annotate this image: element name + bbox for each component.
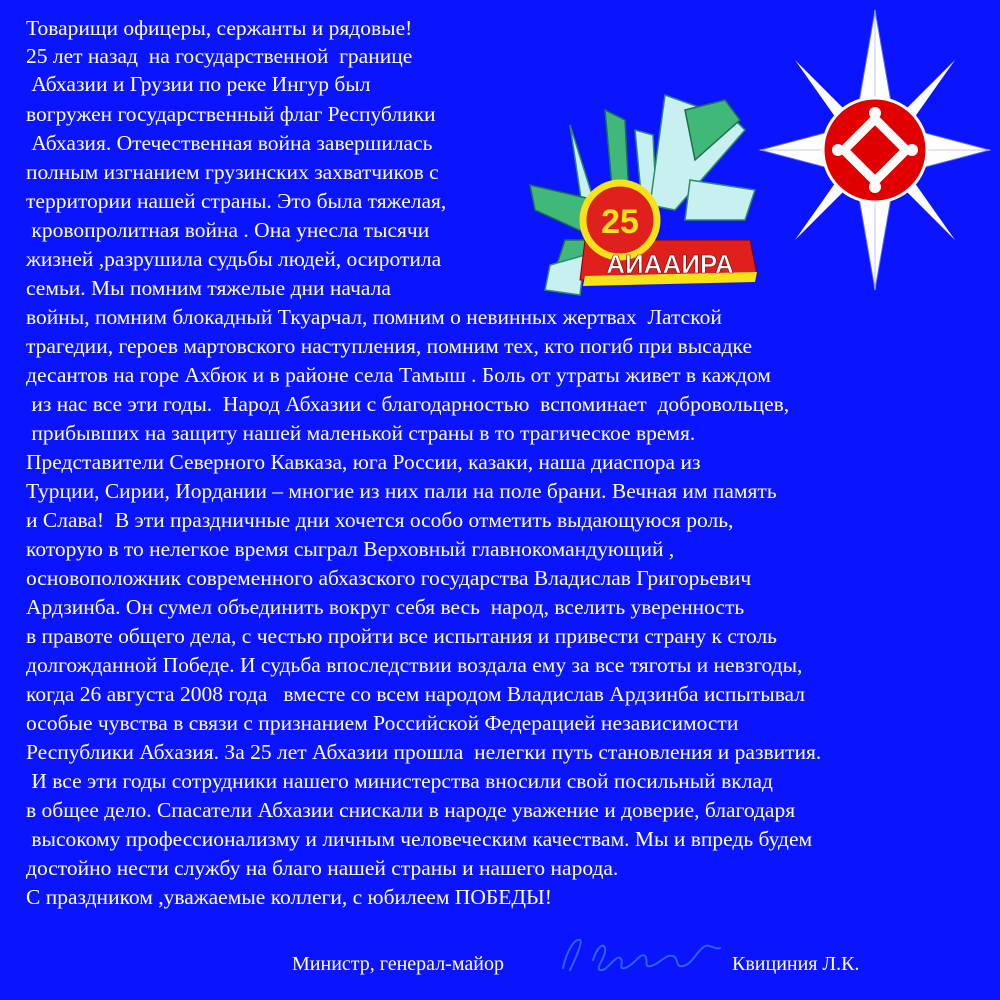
letter-line: Турции, Сирии, Иордании – многие из них пали на поле брани. Вечная им память xyxy=(26,479,777,503)
signatory-name: Квициния Л.К. xyxy=(732,953,860,975)
letter-line: С праздником ,уважаемые коллеги, с юбилеем ПОБЕДЫ! xyxy=(26,885,552,909)
letter-line: высокому профессионализму и личным человеческим качествам. Мы и впредь будем xyxy=(26,827,813,851)
emblem-number: 25 xyxy=(601,203,639,241)
handwritten-signature xyxy=(545,930,735,980)
letter-line: Представители Северного Кавказа, юга России, казаки, наша диаспора из xyxy=(26,450,701,474)
anniversary-emblem xyxy=(525,90,760,300)
letter-line: когда 26 августа 2008 года вместе со всем народом Владислав Ардзинба испытывал xyxy=(26,682,806,706)
letter-line: войны, помним блокадный Ткуарчал, помним о невинных жертвах Латской xyxy=(26,305,722,329)
letter-line: Ардзинба. Он сумел объединить вокруг себя весь народ, вселить уверенность xyxy=(26,595,745,619)
letter-line: в общее дело. Спасатели Абхазии снискали в народе уважение и доверие, благодаря xyxy=(26,798,796,822)
letter-line: И все эти годы сотрудники нашего министерства вносили свой посильный вклад xyxy=(26,769,773,793)
letter-line: полным изгнанием грузинских захватчиков с xyxy=(26,160,439,184)
letter-line: и Слава! В эти праздничные дни хочется особо отметить выдающуюся роль, xyxy=(26,508,734,532)
letter-line: прибывших на защиту нашей маленькой страны в то трагическое время. xyxy=(26,421,696,445)
letter-line: трагедии, героев мартовского наступления, помним тех, кто погиб при высадке xyxy=(26,334,753,358)
letter-line: семьи. Мы помним тяжелые дни начала xyxy=(26,276,391,300)
signatory-title: Министр, генерал-майор xyxy=(292,953,504,975)
ministry-star-emblem xyxy=(755,5,995,295)
letter-line: жизней ,разрушила судьбы людей, осиротила xyxy=(26,247,442,271)
letter-line: вогружен государственный флаг Республики xyxy=(26,102,436,126)
letter-line: 25 лет назад на государственной границе xyxy=(26,44,413,68)
letter-line: Абхазия. Отечественная война завершилась xyxy=(26,131,433,155)
emblem-word: АИААИРА xyxy=(606,249,734,279)
letter-line: достойно нести службу на благо нашей страны и нашего народа. xyxy=(26,856,619,880)
letter-line: из нас все эти годы. Народ Абхазии с благодарностью вспоминает добровольцев, xyxy=(26,392,790,416)
letter-line: Республики Абхазия. За 25 лет Абхазии прошла нелегки путь становления и развития. xyxy=(26,740,822,764)
letter-line: которую в то нелегкое время сыграл Верховный главнокомандующий , xyxy=(26,537,675,561)
letter-line: основоположник современного абхазского государства Владислав Григорьевич xyxy=(26,566,752,590)
letter-line: в правоте общего дела, с честью пройти все испытания и привести страну к столь xyxy=(26,624,777,648)
letter-line: Товарищи офицеры, сержанты и рядовые! xyxy=(26,16,413,40)
letter-line: территории нашей страны. Это была тяжелая, xyxy=(26,189,447,213)
letter-line: Абхазии и Грузии по реке Ингур был xyxy=(26,72,371,96)
letter-line: десантов на горе Ахбюк и в районе села Тамыш . Боль от утраты живет в каждом xyxy=(26,363,771,387)
letter-line: кровопролитная война . Она унесла тысячи xyxy=(26,218,430,242)
letter-line: долгожданной Победе. И судьба впоследствии воздала ему за все тяготы и невзгоды, xyxy=(26,653,803,677)
letter-line: особые чувства в связи с признанием Российской Федерацией независимости xyxy=(26,711,739,735)
